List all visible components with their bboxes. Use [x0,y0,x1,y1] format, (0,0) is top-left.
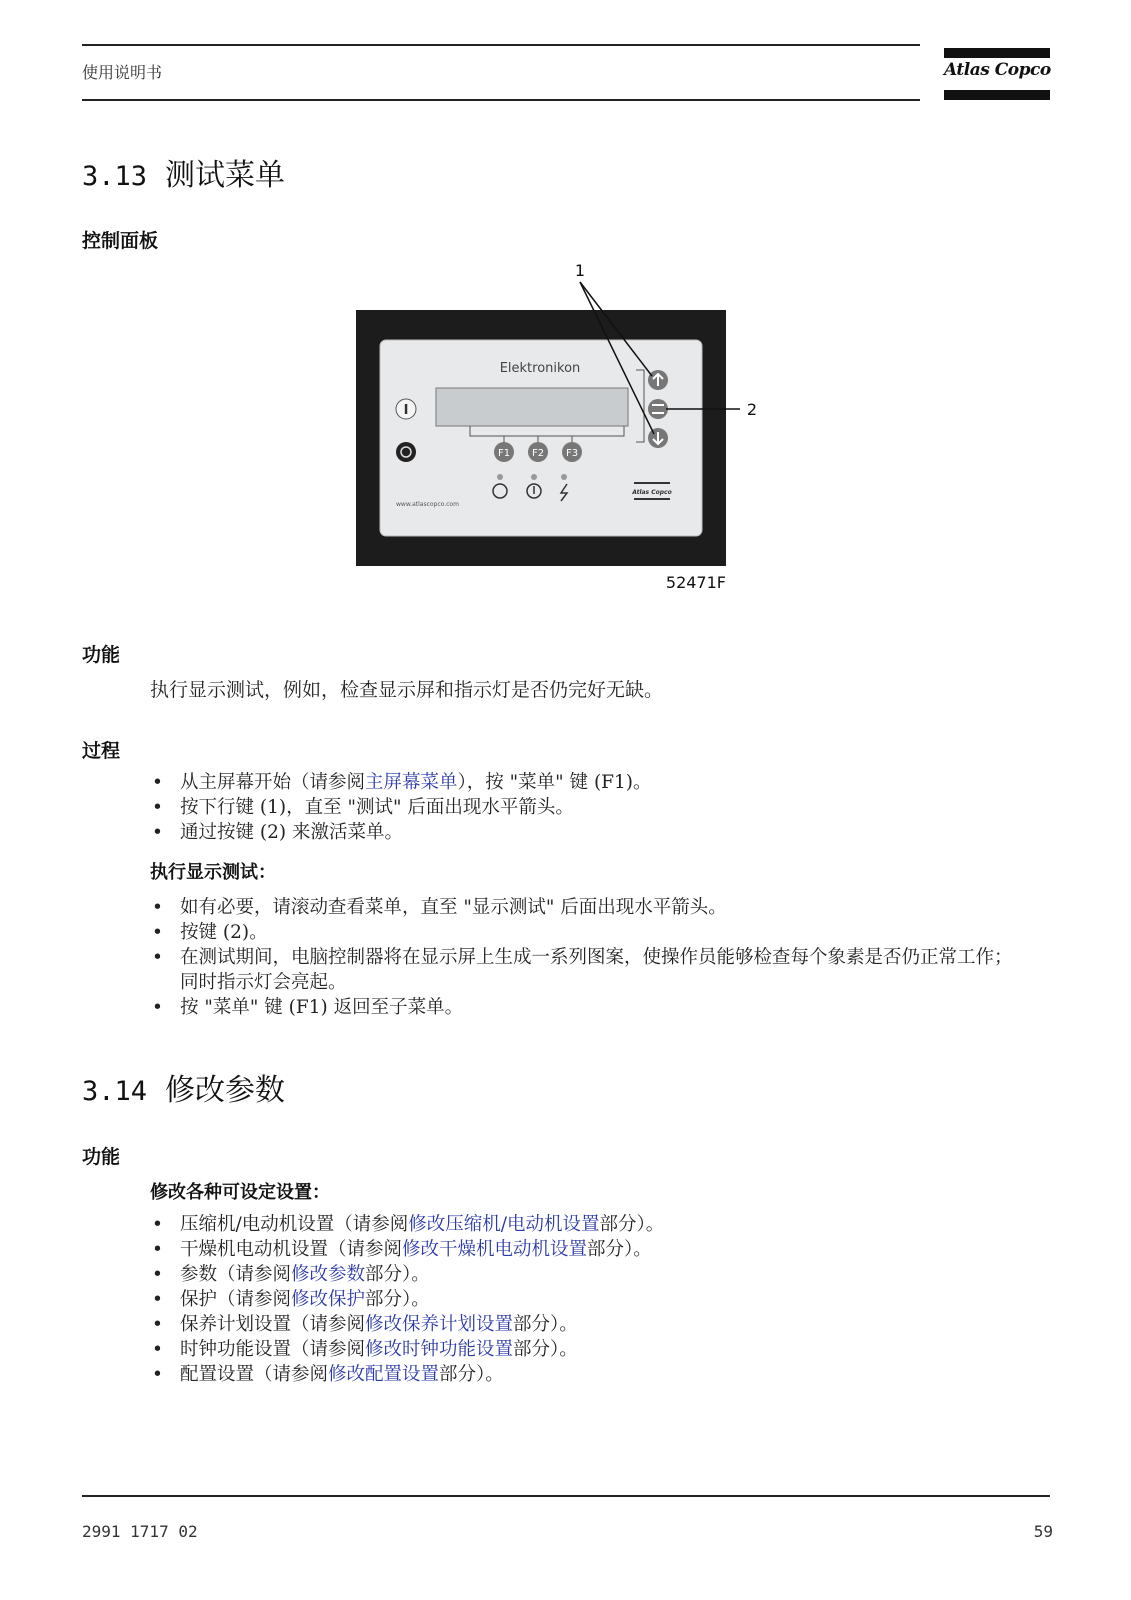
list-item: • 从主屏幕开始（请参阅主屏幕菜单），按 "菜单" 键 (F1)。 [150,770,1030,795]
procedure-list [150,770,1030,845]
modify-clock-function-link[interactable]: 修改时钟功能设置 [365,1339,514,1360]
document-number: 2991 1717 02 [82,1522,198,1541]
section-title-text: 修改参数 [165,1073,286,1108]
figure-code: 52471F [665,573,726,592]
modify-compressor-motor-link[interactable]: 修改压缩机/电动机设置 [408,1214,600,1235]
modify-service-plan-link[interactable]: 修改保养计划设置 [365,1314,514,1335]
panel-logo-bar-top [634,482,670,484]
display-test-heading: 执行显示测试： [150,862,276,883]
modify-configuration-link[interactable]: 修改配置设置 [328,1364,440,1385]
modify-protections-link[interactable]: 修改保护 [291,1289,366,1310]
panel-logo: Atlas Copco [632,489,672,496]
led-service [497,474,503,480]
modify-parameters-link[interactable]: 修改参数 [291,1264,366,1285]
function-heading: 功能 [82,644,121,666]
f3-key-label: F3 [565,448,579,459]
section-number: 3.14 [82,1076,148,1107]
panel-logo-bar-bottom [634,498,670,500]
list-item: • 干燥机电动机设置（请参阅修改干燥机电动机设置部分）。 [150,1237,1030,1262]
header-title: 使用说明书 [82,63,163,82]
list-item: • 如有必要，请滚动查看菜单，直至 "显示测试" 后面出现水平箭头。 [150,895,1030,920]
panel-website: www.atlascopco.com [396,501,459,508]
section-number: 3.13 [82,161,148,192]
display-test-list [150,895,1030,1020]
logo-text: Atlas Copco [944,60,1051,80]
procedure-heading: 过程 [82,740,121,762]
f1-key-label: F1 [497,448,511,459]
function-text: 执行显示测试，例如，检查显示屏和指示灯是否仍完好无缺。 [150,679,664,701]
start-button-label: I [403,403,409,418]
callout-1: 1 [574,261,586,280]
list-item: • 参数（请参阅修改参数部分）。 [150,1262,1030,1287]
list-item: • 时钟功能设置（请参阅修改时钟功能设置部分）。 [150,1337,1030,1362]
section-title-3-14 [82,1065,285,1109]
list-item: • 压缩机/电动机设置（请参阅修改压缩机/电动机设置部分）。 [150,1212,1030,1237]
section-title-text: 测试菜单 [165,158,286,193]
section-title-3-13 [82,150,285,194]
header-rule-top [82,44,920,46]
f2-key-label: F2 [531,448,545,459]
header-rule-bottom [82,99,920,101]
stop-button [396,442,416,462]
led-auto [531,474,537,480]
callout-2: 2 [746,400,758,419]
panel-display [436,388,628,426]
main-screen-menu-link[interactable]: 主屏幕菜单 [365,772,458,793]
list-item: • 按键 (2)。 [150,920,1030,945]
control-panel-figure [340,258,800,598]
panel-brand: Elektronikon [499,361,581,376]
enter-key [648,399,668,419]
logo-bar-top [944,48,1050,58]
list-item: • 按下行键 (1)，直至 "测试" 后面出现水平箭头。 [150,795,1030,820]
logo-bar-bottom [944,90,1050,100]
control-panel-heading: 控制面板 [82,230,159,252]
modify-heading: 修改各种可设定设置： [150,1182,330,1203]
list-item: • 配置设置（请参阅修改配置设置部分）。 [150,1362,1030,1387]
footer-rule [82,1495,1050,1497]
modify-dryer-motor-link[interactable]: 修改干燥机电动机设置 [402,1239,588,1260]
atlas-copco-logo [944,48,1050,100]
list-item: • 按 "菜单" 键 (F1) 返回至子菜单。 [150,995,1030,1020]
list-item: • 通过按键 (2) 来激活菜单。 [150,820,1030,845]
list-item: • 保护（请参阅修改保护部分）。 [150,1287,1030,1312]
modify-list [150,1212,1030,1387]
page-number: 59 [1033,1522,1053,1541]
list-item: • 在测试期间，电脑控制器将在显示屏上生成一系列图案，使操作员能够检查每个象素是否仍正常工作；同时指示灯会亮起。 [150,945,1030,995]
list-item: • 保养计划设置（请参阅修改保养计划设置部分）。 [150,1312,1030,1337]
function-heading-3-14: 功能 [82,1146,121,1168]
led-alarm [561,474,567,480]
